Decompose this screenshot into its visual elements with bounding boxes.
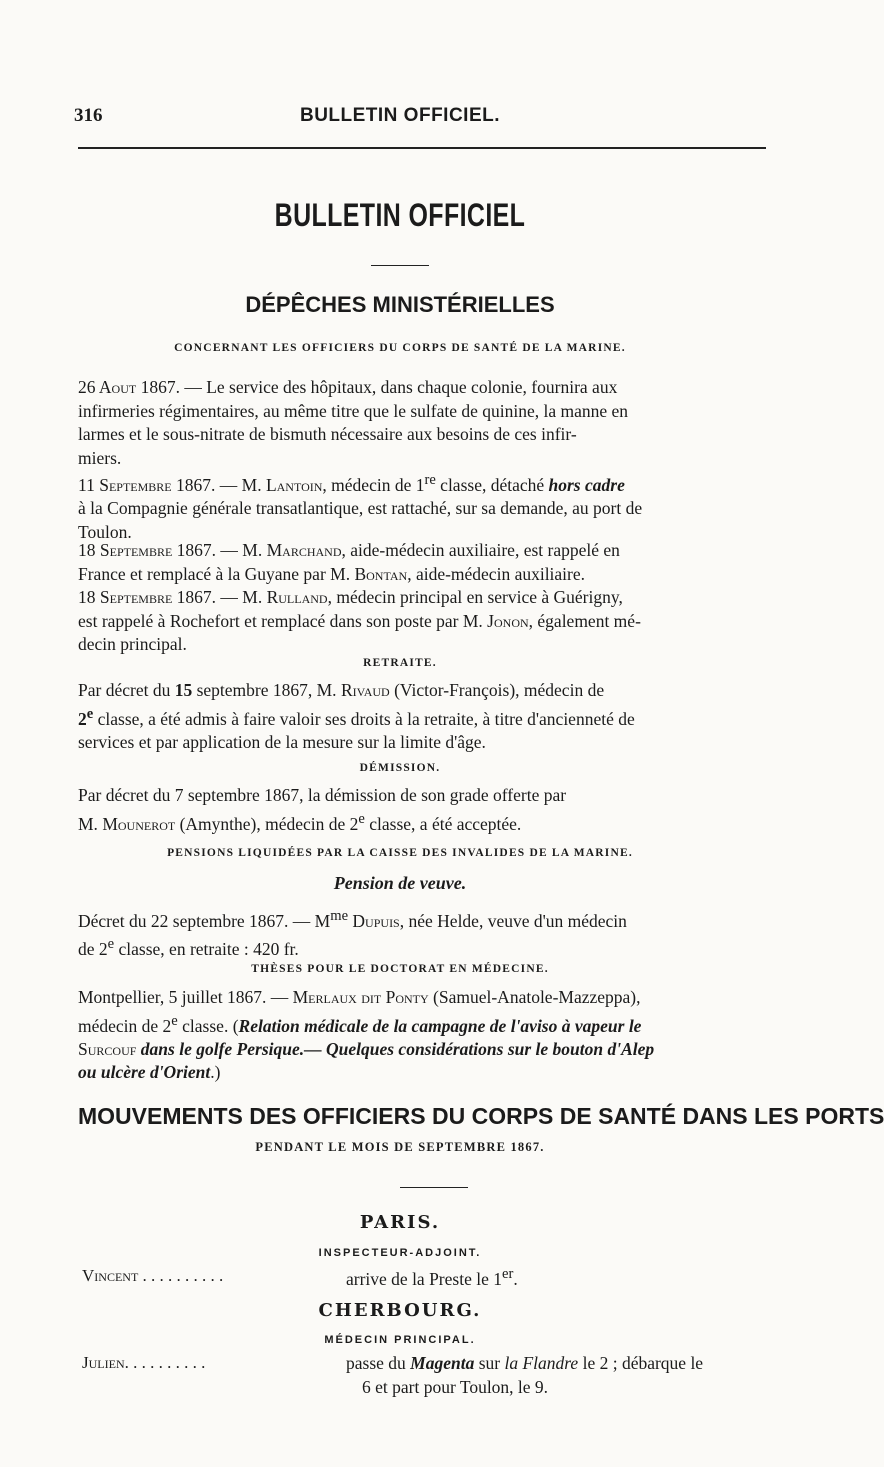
person-name: Lantoin <box>265 474 323 495</box>
entry-aug-26: 26 Aout 1867. — Le service des hôpitaux, dans chaque colonie, fournira aux infirmeries régimentaires, au même titre que le sulfate de quinine, la manne en larmes et le sous-nitrate de bismuth nécessaire aux besoins de ces infir- miers. <box>78 377 629 468</box>
pensions-subheading: Pension de veuve. <box>333 873 467 893</box>
entry-sep-18-a: 18 Septembre 1867. — M. Marchand, aide-médecin auxiliaire, est rappelé en France et remplacé à la Guyane par M. Bontan, aide-médecin auxiliaire. <box>78 540 620 584</box>
section-subtitle: CONCERNANT LES OFFICIERS DU CORPS DE SANTÉ DE LA MARINE. <box>174 342 626 354</box>
entry-date: 18 Septembre 1867. <box>78 587 217 607</box>
demission-paragraph: Par décret du 7 septembre 1867, la démission de son grade offerte par M. Mounerot (Amynthe), médecin de 2e classe, a été acceptée. <box>78 785 567 834</box>
mouvements-divider <box>400 1187 468 1188</box>
retraite-heading: RETRAITE. <box>363 657 437 669</box>
mouvements-subtitle: PENDANT LE MOIS DE SEPTEMBRE 1867. <box>255 1140 545 1154</box>
person-name: Rulland <box>266 587 328 607</box>
city-paris: PARIS. <box>359 1212 441 1233</box>
officer-vincent: Vincent . . . . . . . . . . <box>82 1266 224 1285</box>
demission-heading: DÉMISSION. <box>359 762 441 774</box>
title-divider <box>371 265 429 266</box>
entry-date: 26 Aout 1867. <box>78 377 180 397</box>
pensions-heading: PENSIONS LIQUIDÉES PAR LA CAISSE DES INVALIDES DE LA MARINE. <box>167 847 633 859</box>
person-name: Dupuis <box>352 910 400 931</box>
person-name: Bontan <box>354 563 408 584</box>
movement-julien-line2: 6 et part pour Toulon, le 9. <box>362 1377 549 1397</box>
entry-sep-11: 11 Septembre 1867. — M. Lantoin, médecin de 1re classe, détaché hors cadre à la Compagnie générale transatlantique, est rattaché, sur sa demande, au port de Toulon. <box>78 472 643 542</box>
person-name: Merlaux dit Ponty <box>292 987 429 1007</box>
mouvements-title: MOUVEMENTS DES OFFICIERS DU CORPS DE SANTÉ DANS LES PORTS <box>78 1103 884 1129</box>
theses-paragraph: Montpellier, 5 juillet 1867. — Merlaux dit Ponty (Samuel-Anatole-Mazzeppa), médecin de 2e classe. (Relation médicale de la campagne de l'aviso à vapeur le Surcouf dans le golfe Persique.— Quelques considérations sur le bouton d'Alep ou ulcère d'Orient.) <box>78 987 655 1083</box>
entry-date: 11 Septembre 1867. <box>78 474 216 495</box>
rank-medecin-principal: MÉDECIN PRINCIPAL. <box>324 1334 476 1346</box>
page-number: 316 <box>74 105 103 126</box>
person-name: Marchand <box>266 540 342 560</box>
header-rule <box>78 147 766 149</box>
main-title: BULLETIN OFFICIEL <box>274 197 526 233</box>
ship-name: Surcouf <box>78 1038 137 1059</box>
entry-sep-18-b: 18 Septembre 1867. — M. Rulland, médecin principal en service à Guérigny, est rappelé à Rochefort et remplacé dans son poste par M. Jonon, également mé- decin principal. <box>78 587 641 654</box>
city-cherbourg: CHERBOURG. <box>318 1300 482 1321</box>
officer-julien: Julien. . . . . . . . . . <box>82 1353 206 1372</box>
person-name: Rivaud <box>340 680 390 700</box>
person-name: Mounerot <box>102 813 176 834</box>
person-name: Jonon <box>487 610 529 631</box>
theses-heading: THÈSES POUR LE DOCTORAT EN MÉDECINE. <box>251 963 549 975</box>
rank-inspecteur-adjoint: INSPECTEUR-ADJOINT. <box>318 1247 482 1259</box>
pensions-paragraph: Décret du 22 septembre 1867. — $M^{me}$ Dupuis, née Helde, veuve d'un médecin de 2e classe, en retraite : 420 fr. <box>78 908 627 960</box>
retraite-paragraph: Par décret du 15 septembre 1867, M. Rivaud (Victor-François), médecin de 2e classe, a été admis à faire valoir ses droits à la retraite, à titre d'ancienneté de services et par application de la mesure sur la limite d'âge. <box>78 680 635 752</box>
section-title: DÉPÊCHES MINISTÉRIELLES <box>245 292 555 317</box>
movement-vincent: arrive de la Preste le 1er. <box>346 1266 518 1289</box>
entry-date: 18 Septembre 1867. <box>78 540 217 560</box>
movement-julien-line1: passe du Magenta sur la Flandre le 2 ; débarque le <box>346 1353 704 1373</box>
running-title: BULLETIN OFFICIEL. <box>299 105 501 126</box>
